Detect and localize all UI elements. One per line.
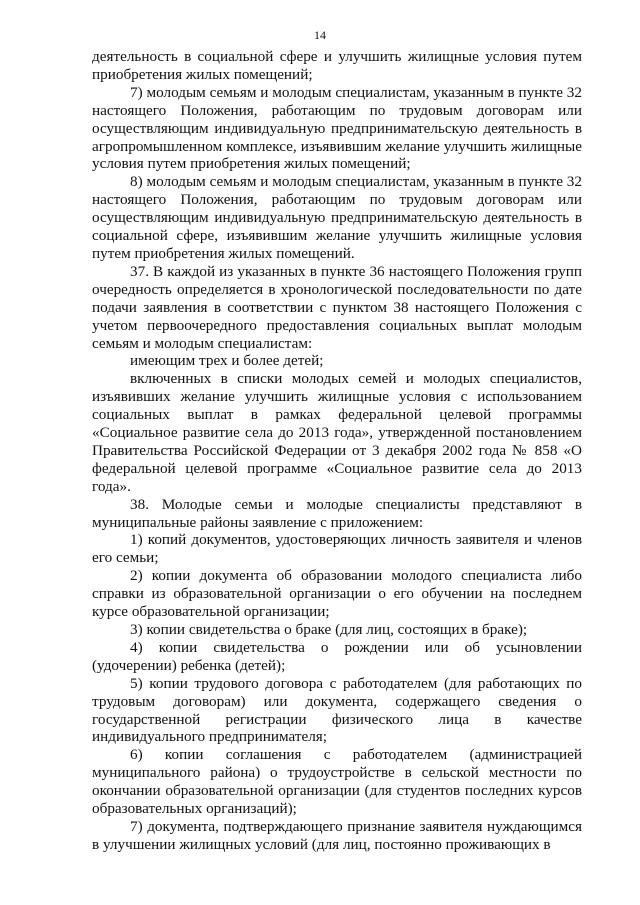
attachment-item-6: 6) копии соглашения с работодателем (администрацией муниципального района) о трудоустройстве в сельской местности по окончании образовательной организации (для студентов последних курсов образовательных организаций); bbox=[92, 746, 582, 818]
document-body bbox=[92, 48, 582, 854]
attachment-item-1: 1) копий документов, удостоверяющих личность заявителя и членов его семьи; bbox=[92, 531, 582, 567]
attachment-item-7: 7) документа, подтверждающего признание заявителя нуждающимся в улучшении жилищных условий (для лиц, постоянно проживающих в bbox=[92, 817, 582, 853]
attachment-item-3: 3) копии свидетельства о браке (для лиц, состоящих в браке); bbox=[130, 621, 528, 638]
clause-37: 37. В каждой из указанных в пункте 36 настоящего Положения групп очередность определяется в хронологической последовательности по дате подачи заявления в соответствии с пунктом 38 настоящего Положения с учетом первоочередного предоставления социальных выплат молодым семьям и молодым специалистам: bbox=[92, 262, 582, 352]
paragraph-continuation: деятельность в социальной сфере и улучшить жилищные условия путем приобретения жилых помещений; bbox=[92, 48, 582, 83]
attachment-item-5: 5) копии трудового договора с работодателем (для работающих по трудовым договорам) или документа, содержащего сведения о государственной регистрации физического лица в качестве индивидуального предпринимателя; bbox=[92, 674, 582, 746]
list-item-8: 8) молодым семьям и молодым специалистам, указанным в пункте 32 настоящего Положения, работающим по трудовым договорам или осуществляющим индивидуальную предпринимательскую деятельность в социальной сфере, изъявившим желание улучшить жилищные условия путем приобретения жилых помещений. bbox=[92, 173, 582, 262]
page-number: 14 bbox=[314, 28, 326, 42]
list-item-7: 7) молодым семьям и молодым специалистам, указанным в пункте 32 настоящего Положения, работающим по трудовым договорам или осуществляющим индивидуальную предпринимательскую деятельность в агропромышленном комплексе, изъявившим желание улучшить жилищные условия путем приобретения жилых помещений; bbox=[92, 83, 582, 173]
attachment-item-2: 2) копии документа об образовании молодого специалиста либо справки из образовательной организации о его обучении на последнем курсе образовательной организации; bbox=[92, 567, 582, 621]
attachment-item-4: 4) копии свидетельства о рождении или об усыновлении (удочерении) ребенка (детей); bbox=[92, 638, 582, 674]
clause-37-item-1: имеющим трех и более детей; bbox=[130, 352, 324, 370]
clause-37-item-2: включенных в списки молодых семей и молодых специалистов, изъявивших желание улучшить жилищные условия с использованием социальных выплат в рамках федеральной целевой программы «Социальное развитие села до 2013 года», утвержденной постановлением Правительства Российской Федерации от 3 декабря 2002 года № 858 «О федеральной целевой программе «Социальное развитие села до 2013 года». bbox=[92, 370, 582, 495]
clause-38: 38. Молодые семьи и молодые специалисты представляют в муниципальные районы заявление с приложением: bbox=[92, 495, 582, 531]
